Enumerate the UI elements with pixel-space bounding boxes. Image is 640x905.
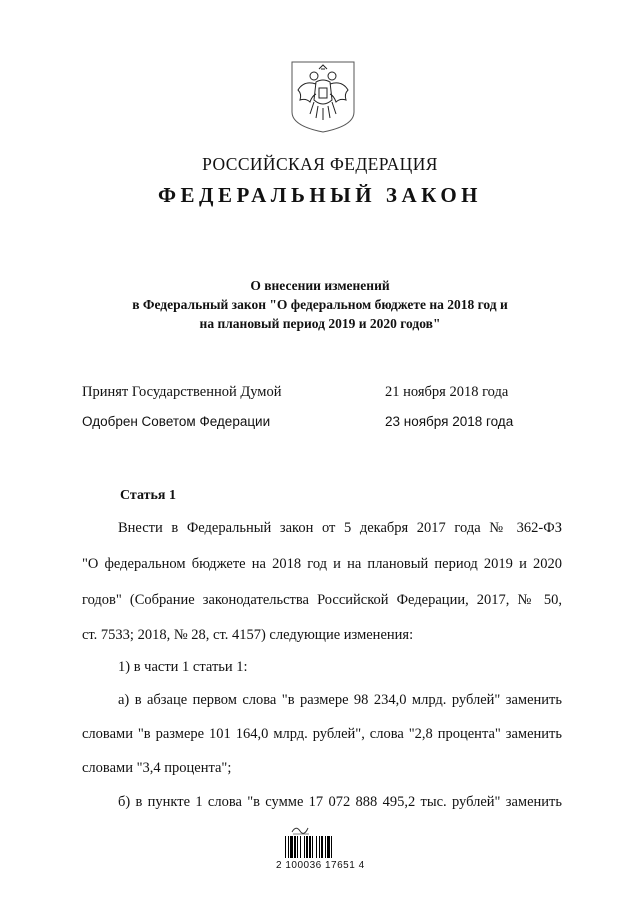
law-title-line-1: О внесении изменений bbox=[250, 278, 390, 293]
state-emblem bbox=[288, 60, 358, 134]
country-name: РОССИЙСКАЯ ФЕДЕРАЦИЯ bbox=[202, 154, 438, 174]
body-line: б) в пункте 1 слова "в сумме 17 072 888 495,2 тыс. рублей" заменить bbox=[118, 794, 562, 810]
body-line: словами "3,4 процента"; bbox=[82, 760, 232, 776]
council-approval-date: 23 ноября 2018 года bbox=[385, 414, 514, 429]
barcode-number: 2 100036 17651 4 bbox=[276, 860, 365, 871]
body-line: а) в абзаце первом слова "в размере 98 234,0 млрд. рублей" заменить bbox=[118, 692, 562, 708]
barcode bbox=[285, 836, 355, 858]
body-line: ст. 7533; 2018, № 28, ст. 4157) следующие изменения: bbox=[82, 627, 414, 643]
council-approval-label: Одобрен Советом Федерации bbox=[82, 414, 271, 429]
body-line: словами "в размере 101 164,0 млрд. рублей", слова "2,8 процента" заменить bbox=[82, 726, 562, 742]
document-type: ФЕДЕРАЛЬНЫЙ ЗАКОН bbox=[158, 183, 482, 207]
law-title-line-2: в Федеральный закон "О федеральном бюджете на 2018 год и bbox=[132, 297, 508, 312]
body-line: "О федеральном бюджете на 2018 год и на плановый период 2019 и 2020 bbox=[82, 556, 562, 572]
body-line: годов" (Собрание законодательства Российской Федерации, 2017, № 50, bbox=[82, 592, 562, 608]
law-title-line-3: на плановый период 2019 и 2020 годов" bbox=[199, 316, 441, 331]
body-line: Внести в Федеральный закон от 5 декабря 2017 года № 362-ФЗ bbox=[118, 520, 562, 536]
body-line: 1) в части 1 статьи 1: bbox=[118, 659, 248, 675]
duma-adoption-label: Принят Государственной Думой bbox=[82, 384, 282, 400]
duma-adoption-date: 21 ноября 2018 года bbox=[385, 384, 509, 400]
signature-stamp bbox=[290, 823, 312, 835]
article-heading: Статья 1 bbox=[120, 488, 176, 503]
